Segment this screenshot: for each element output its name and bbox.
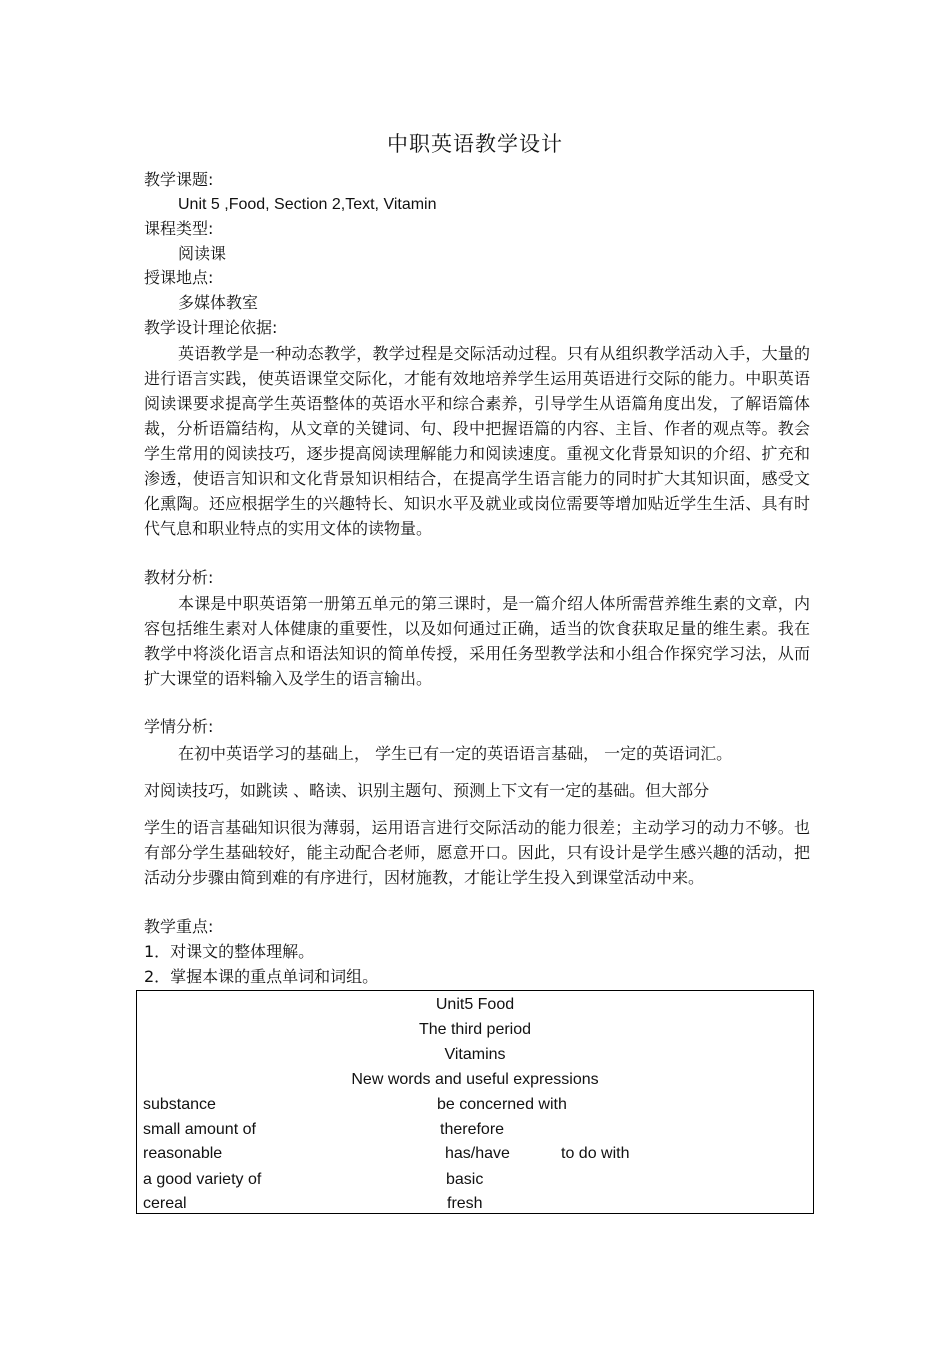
type-label: 课程类型: <box>144 219 214 238</box>
vocab-left-1: substance <box>143 1096 216 1113</box>
students-paragraph <box>144 815 810 890</box>
vocabulary-box <box>136 990 814 1214</box>
place-label: 授课地点: <box>144 268 214 287</box>
vocab-right-3: has/have <box>445 1145 510 1162</box>
vocab-left-3: reasonable <box>143 1145 223 1162</box>
place-value: 多媒体教室 <box>178 293 259 312</box>
vocab-right-4: basic <box>446 1171 484 1188</box>
students-label: 学情分析: <box>144 717 214 736</box>
focus-item-1: 1．对课文的整体理解。 <box>144 942 315 961</box>
topic-label: 教学课题: <box>144 170 214 189</box>
box-topic: Vitamins <box>444 1046 506 1063</box>
focus-item-2: 2．掌握本课的重点单词和词组。 <box>144 967 379 986</box>
vocab-right-1: be concerned with <box>437 1096 567 1113</box>
box-period: The third period <box>418 1021 532 1038</box>
students-text: 学生的语言基础知识很为薄弱，运用语言进行交际活动的能力很差；主动学习的动力不够。也有部分学生基础较好，能主动配合老师，愿意开口。因此，只有设计是学生感兴趣的活动，把活动分步骤由简到难的有序进行，因材施教，才能让学生投入到课堂活动中来。 <box>144 818 810 887</box>
theory-text: 英语教学是一种动态教学，教学过程是交际活动过程。只有从组织教学活动入手，大量的进行语言实践，使英语课堂交际化，才能有效地培养学生运用英语进行交际的能力。中职英语阅读课要求提高学生英语整体的英语水平和综合素养，引导学生从语篇角度出发，了解语篇体裁，分析语篇结构，从文章的关键词、句、段中把握语篇的内容、主旨、作者的观点等。教会学生常用的阅读技巧，逐步提高阅读理解能力和阅读速度。重视文化背景知识的介绍、扩充和渗透，使语言知识和文化背景知识相结合，在提高学生语言能力的同时扩大其知识面，感受文化熏陶。还应根据学生的兴趣特长、知识水平及就业或岗位需要等增加贴近学生生活、具有时代气息和职业特点的实用文体的读物量。 <box>144 344 810 538</box>
vocab-extra: to do with <box>561 1145 630 1162</box>
theory-paragraph <box>144 341 810 541</box>
box-heading: New words and useful expressions <box>351 1071 599 1088</box>
material-label: 教材分析: <box>144 568 214 587</box>
students-line2: 对阅读技巧，如跳读 、略读、识别主题句、预测上下文有一定的基础。但大部分 <box>144 781 710 800</box>
page-title: 中职英语教学设计 <box>387 132 563 156</box>
box-unit-title: Unit5 Food <box>435 996 515 1013</box>
material-paragraph <box>144 591 810 691</box>
students-line1: 在初中英语学习的基础上， 学生已有一定的英语语言基础， 一定的英语词汇。 <box>178 744 733 763</box>
theory-label: 教学设计理论依据: <box>144 318 278 337</box>
material-text: 本课是中职英语第一册第五单元的第三课时，是一篇介绍人体所需营养维生素的文章，内容包括维生素对人体健康的重要性，以及如何通过正确，适当的饮食获取足量的维生素。我在教学中将淡化语言点和语法知识的简单传授，采用任务型教学法和小组合作探究学习法，从而扩大课堂的语料输入及学生的语言输出。 <box>144 594 810 688</box>
topic-value: Unit 5 ,Food, Section 2,Text, Vitamin <box>178 196 437 213</box>
vocab-left-5: cereal <box>143 1195 187 1212</box>
type-value: 阅读课 <box>178 244 227 263</box>
vocab-left-2: small amount of <box>143 1121 256 1138</box>
focus-label: 教学重点: <box>144 917 214 936</box>
vocab-right-5: fresh <box>447 1195 483 1212</box>
vocab-right-2: therefore <box>440 1121 505 1138</box>
vocab-left-4: a good variety of <box>143 1171 262 1188</box>
